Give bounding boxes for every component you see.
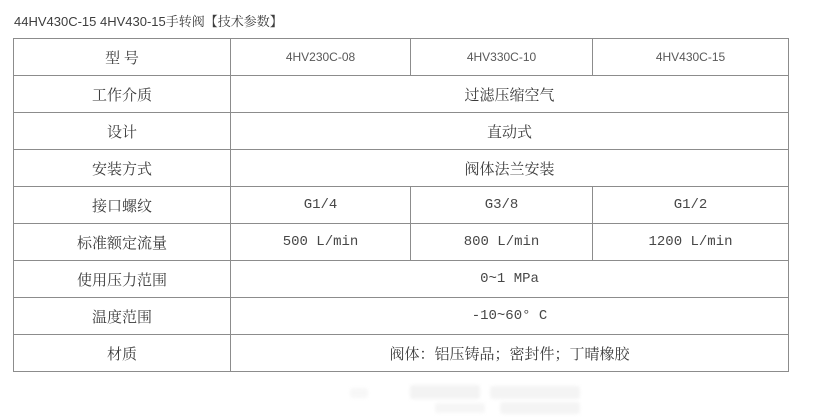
merged-value-cell: 过滤压缩空气	[231, 76, 789, 113]
row-label-cell: 材质	[14, 335, 231, 372]
row-label-cell: 标准额定流量	[14, 224, 231, 261]
value-cell: 4HV230C-08	[231, 39, 411, 76]
row-label-cell: 设计	[14, 113, 231, 150]
value-cell: G3/8	[411, 187, 593, 224]
table-row	[14, 113, 789, 150]
spec-table	[13, 38, 789, 372]
merged-value-cell: 阀体：铝压铸品；密封件；丁晴橡胶	[231, 335, 789, 372]
row-label-cell: 接口螺纹	[14, 187, 231, 224]
table-row	[14, 150, 789, 187]
table-row	[14, 224, 789, 261]
watermark-blob	[410, 385, 480, 399]
table-row	[14, 261, 789, 298]
row-label-cell: 使用压力范围	[14, 261, 231, 298]
watermark-blob	[350, 388, 368, 398]
row-label-cell: 型 号	[14, 39, 231, 76]
merged-value-cell: 阀体法兰安装	[231, 150, 789, 187]
page-title: 44HV430C-15 4HV430-15手转阀【技术参数】	[14, 14, 283, 29]
merged-value-cell: 直动式	[231, 113, 789, 150]
row-label-cell: 安装方式	[14, 150, 231, 187]
table-row	[14, 335, 789, 372]
merged-value-cell: 0~1 MPa	[231, 261, 789, 298]
value-cell: 1200 L/min	[593, 224, 789, 261]
watermark	[330, 382, 640, 416]
watermark-blob	[435, 403, 485, 413]
watermark-blob	[490, 386, 580, 399]
table-row	[14, 39, 789, 76]
value-cell: 500 L/min	[231, 224, 411, 261]
table-row	[14, 298, 789, 335]
value-cell: 4HV430C-15	[593, 39, 789, 76]
watermark-blob	[500, 402, 580, 414]
table-row	[14, 187, 789, 224]
spec-table-body	[14, 39, 789, 372]
value-cell: 800 L/min	[411, 224, 593, 261]
table-row	[14, 76, 789, 113]
value-cell: G1/2	[593, 187, 789, 224]
value-cell: 4HV330C-10	[411, 39, 593, 76]
value-cell: G1/4	[231, 187, 411, 224]
merged-value-cell: -10~60° C	[231, 298, 789, 335]
row-label-cell: 温度范围	[14, 298, 231, 335]
row-label-cell: 工作介质	[14, 76, 231, 113]
